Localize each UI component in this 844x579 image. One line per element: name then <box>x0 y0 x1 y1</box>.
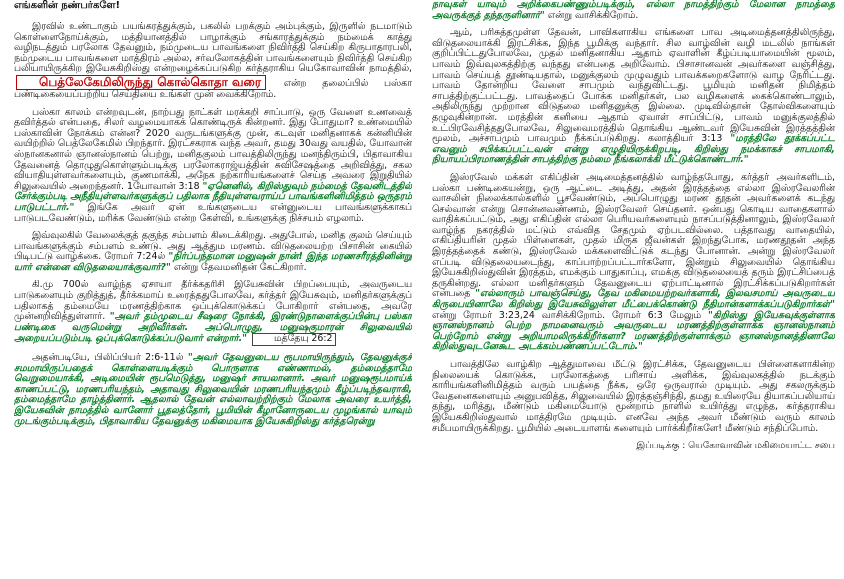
verse-peter: "ஏனெனில், கிறிஸ்துவும் நம்மைத் தேவனிடத்தில் சேர்க்கும்படி அநீதியுள்ளவர்களுக்குப் பதிலாக நீதியுள்ளவராய்ப் பாவங்களினிமித்தம் ஒருதரம் பாடுபட்டார்." <box>14 180 412 213</box>
verse-matthew: "அவர் தம்முடைய சீஷரை நோக்கி, இரண்டுநாளைக்குப்பின்பு பஸ்கா பண்டிகை வருமென்று அறிவீர்கள். அப்பொழுது, மனுஷகுமாரன் சிலுவையில் அறையப்படும்படி ஒப்புக்கொடுக்கப்படுவார் என்றார்." <box>14 311 412 345</box>
philippians-text: அதன்படியே, பிலிப்பியர் 2:6-11ல் <box>32 353 184 364</box>
verse-philippians-cont: நாவுகள் யாவும் அறிக்கைபண்ணும்படிக்கும், எல்லா நாமத்திற்கும் மேலான நாமத்தை அவருக்குத் தந்தருளினார்" <box>432 0 835 21</box>
verse-romans-7: "நிர்ப்பந்தமான மனுஷன் நான்! இந்த மரணசரீரத்தினின்று யார் என்னை விடுதலையாக்குவார்?" <box>14 251 412 273</box>
holy-god-text: ஆம், பரிசுத்தமுள்ள தேவன், பாவிகளாகிய எங்களை பாவ அடிமைத்தனத்திலிருந்து, விடுதலையாக்கி இரட்சிக்க, இந்த பூமிக்கு வந்தார். சில வாழ்வின் வழி மடலில் நாங்கள் குறிப்பிட்டதுபோலவே, முதல் மனிதனாகிய ஆதாம் ஏவாளின் கீழ்ப்படியாமையின் மூலம், பாவம் இவ்வுலகத்திற்கு வந்தது என்பதை அறிவோம். பிசாசானவன் அவர்களை வஞ்சித்து, பாவம் செய்யத் தூண்டியதால், மனுக்குலம் முழுவதும் பாவக்கறைகளோடு வாழ நேரிட்டது. பாவம் தோன்றிய வேளை சாபமும் வந்துவிட்டது. பூமியும் மனிதன் நிமித்தம் சாபத்திற்குட்பட்டது. பாவத்தைப் போக்க மனிதர்கள், பல வழிகளைக் கைக்கொண்டாலும், அதிலிருந்து முற்றான விடுதலை மனிதனுக்கு இல்லை. முடிவில்தான் தோல்விகளையும் தழுவுகின்றான். மரத்தின் கனியை ஆதாம் ஏவாள் சாப்பிட்டு, பாவம் மனுக்குலத்தில் உட்பிரவேசித்ததுபோலவே, சிலுவைமரத்தில் தொங்கிய ஆண்டவர் இயேசுவின் இரத்தத்தின் மூலம், அச்சாபமும் பாவமும் நீக்கப்படுகிறது. கலாத்தியர் 3:13 <box>432 28 835 145</box>
signature: இப்படிக்கு : யெகோவாவின் மகிமையாட்ட சபை <box>636 441 835 452</box>
paragraph-wages <box>14 231 412 273</box>
paragraph-holy-god <box>432 28 835 166</box>
closing-text: பாவத்திலே வாழ்கிற ஆத்துமாவை மீட்டு இரட்சிக்க, தேவனுடைய பிள்ளைகளாகின்ற நிலையைக் கொடுக்க, பரலோகத்தை பரிசாய் அளிக்க, இவ்வுலகத்தில் நடக்கும் காரியங்களினிமித்தம் வரும் பயத்தை நீக்க, ஒரே ஒருவரால் முடியும். அது சகலருக்கும் வேதனைகளையும் அனுபவித்த, சிலுவையில் இரத்தஞ்சிந்தி, தமது உயிரையே தியாகப்பலியாய் தந்து, மரித்து, மீண்டும் மகிமையோடு மூன்றாம் நாளில் உயிர்த்து எழுந்த, கர்த்தராகிய இயேசுகிறிஸ்துவால் மாத்திரமே முடியும். எனவே அந்த அவர் மீண்டும் வரும் காலம் சமீபமாயிருக்கிறது. பூமியில் அடையாளங் களையும் பார்க்கிறீர்களே! மீண்டும் சந்திப்போம். <box>432 360 835 434</box>
philippians-end: என்று வாசிக்கிறோம். <box>547 9 639 21</box>
paragraph-passover <box>14 108 412 225</box>
page-title: எங்களின் நண்பர்களே! <box>14 0 121 11</box>
paragraph-closing <box>432 360 835 434</box>
paragraph-philippians <box>14 353 412 427</box>
matthew-reference: மத்தேயு 26:2 <box>252 333 336 346</box>
left-column <box>14 0 412 434</box>
verse-romans-6: "கிறிஸ்து இயேசுவுக்குள்ளாக ஞானஸ்நானம் பெற்ற நாமனைவரும் அவருடைய மரணத்திற்குள்ளாக்க ஞானஸ்நானம் பெற்றோம் என்று அறியாமலிருக்கிறீர்களா? மரணத்திற்குள்ளாக்கும் ஞானஸ்நானத்தினாலே கிறிஸ்துவுடனேகூட அடக்கம்பண்ணப்பட்டோம்." <box>432 309 835 353</box>
passover-text: பஸ்கா காலம் என்றவுடன், நாற்பது நாட்கள் மரக்கறி சாப்பாடு, ஒரு வேளை உணவைத் தவிர்த்தல் என்பதை, சிலர் வழமையாகக் கொண்டிருக் கின்றனர். இது போதுமா? உண்மையில் பஸ்காவின் நோக்கம் என்ன? 2020 வருடங்களுக்கு முன், கடவுள் மனிதனாகக் கன்னியின் வயிற்றில் பெத்லேகேமில் பிறந்தார். இரட்சகராக வந்த அவர், தமது 30வது வயதில், யோவான் ஸ்நானகனால் ஞானஸ்நானம் பெற்று, மனிதகுலம் பாவத்திலிருந்து மனந்திரும்பி, பிதாவாகிய தேவனைத் தொழுதுகொள்ளும்படிக்கு பரலோகராஜ்யத்தின் சுவிசேஷத்தை அறிவித்து, சகல வியாதியுள்ளவர்களையும், குணமாக்கி, அநேக நற்காரியங்களைச் செய்த அவரை இறுதியில் சிலுவையில் அறைந்தனர். 1யோவான் 3:18 <box>14 107 412 192</box>
intro-text: இரவில் உண்டாகும் பயங்கரத்துக்கும், பகலில் பறக்கும் அம்புக்கும், இருளில் நடமாடும் கொள்ளைநோய்க்கும், மத்தியானத்தில் பாழாக்கும் சங்காரத்துக்கும் நம்மைக் காத்து வழிநடத்தும் பரலோக தேவனும், நம்முடைய பாவங்களை நிவிர்த்தி செய்கிற கிருபாதாரபலி, நம்முடைய பாவங்களை மாத்திரம் அல்ல, சர்வலோகத்தின் பாவங்களையும் நிவிர்த்தி செய்கிற பலியாயிருக்கிற இயேசுகிறிஸ்து என்றழைக்கப்படுகிற கர்த்தராகிய யெகோவாவின் நாமத்தில், <box>14 22 412 75</box>
paragraph-philippians-cont <box>432 0 835 21</box>
verse-romans-3: "எல்லாரும் பாவஞ்செய்து, தேவ மகிமையற்றவர்களாகி, இலவசமாய் அவருடைய கிருபையினாலே கிறிஸ்து இயேசுவிலுள்ள மீட்பைக்கொண்டு நீதிமான்களாக்கப்படுகிறார்கள்" <box>432 288 835 311</box>
wages-text: இவ்வுலகில் வேலைக்குத் தகுந்த சம்பளம் கிடைக்கிறது. அதுபோல், மனித குலம் செய்யும் பாவங்களுக்கும் சம்பளம் உண்டு. அது ஆத்தும மரணம். விடுதலையற்ற பிசாசின் கையில் பிடிபட்டு வாழ்க்கை. ரோமர் 7:24ல் <box>14 231 412 263</box>
israel-text: இஸ்ரவேல் மக்கள் எகிப்தின் அடிமைத்தனத்தில் வாழ்ந்தபோது, கர்த்தர் அவர்களிடம், பஸ்கா பண்டிகையன்று, ஒரு ஆட்டை அடித்து, அதன் இரத்தத்தை எல்லா இஸ்ரவேலரின் வாசலின் நிலைக்கால்களில் பூசவேண்டும், அப்பொழுது மரண தூதன் அவர்களைக் கடந்து செல்வான் என்று சொன்னவண்ணம், இஸ்ரவேலர் செய்தனர். ஒன்பது கொடிய வாதைகளால் வாதிக்கப்பட்டும், அது எகிப்தின் எல்லா பெரியவர்களையும் நாசப்படுத்தினாலும், இஸ்ரவேலர் வாழ்ந்த நகரத்தில் மட்டும் எவ்வித சேதமும் ஏற்படவில்லை. பத்தாவது வாதையில், எகிப்தியரின் முதல் பிள்ளைகள், முதல் மிருக ஜீவன்கள் இறந்துபோக, மரணதூதன் அந்த இரத்தத்தைக் கண்டு, இஸ்ரவேல் மக்களைவிட்டுக் கடந்து போனான். அன்று இஸ்ரவேலர் எப்படி விடுதலையடைந்து, காப்பாற்றப்பட்டார்களோ, இன்றும் சிலுவையில் தொங்கிய இயேசுகிறிஸ்துவின் இரத்தம், எமக்கும் பாதுகாப்பு, எமக்கு விடுதலையைத் தரும் இரட்சிப்பைத் தருகின்றது. எல்லா மனிதர்களும் தேவனுடைய ஏற்பாட்டினால் இரட்சிக்கப்படுகிறார்கள் என்பதை <box>432 172 835 300</box>
passover-question: இங்கே அவர் ஏன் உங்களுடைய என்னுடைய பாவங்களுக்காகப் பாடுபடவேண்டும், மரிக்க வேண்டும் என்ற கேள்வி, உங்களுக்கு நிச்சயம் எழலாம். <box>14 201 412 224</box>
intro-text-end: என்ற தலைப்பில் பஸ்கா பண்டிகையைப்பற்றிய செய்தியை உங்கள் முன் வைக்கிறோம். <box>14 77 412 100</box>
headline-box: பெத்லேகேமிலிருந்து கொல்கொதா வரை <box>16 75 266 90</box>
paragraph-isaiah <box>14 280 412 346</box>
wages-text-end: என்று தேவமனிதன் கேட்கிறார். <box>173 261 307 273</box>
verse-galatians: "மரத்திலே தூக்கப்பட்ட எவனும் சபிக்கப்பட்டவன் என்று எழுதியிருக்கிறபடி, கிறிஸ்து நமக்காகச் சாபமாகி, நியாயப்பிரமாணத்தின் சாபத்திற்கு நம்மை நீங்கலாக்கி மீட்டுக்கொண்டார்." <box>432 133 835 166</box>
right-column <box>432 0 835 452</box>
verse-philippians: "அவர் தேவனுடைய ரூபமாயிருந்தும், தேவனுக்குச் சமமாயிருப்பதைக் கொள்ளையடிக்கும் பொருளாக எண்ணாமல், தம்மைத்தாமே வெறுமையாக்கி, அடிமையின் ரூபமெடுத்து, மனுஷர் சாயலானார். அவர் மனுஷரூபமாய்க் காணப்பட்டு, மரணபரியந்தம், அதாவது சிலுவையின் மரணபரியந்தமும் கீழ்ப்படிந்தவராகி, தம்மைத்தாமே தாழ்த்தினார். ஆதலால் தேவன் எல்லாவற்றிற்கும் மேலாக அவரை உயர்த்தி, இயேசுவின் நாமத்தில் வானோர் பூதலத்தோர், பூமியின் கீழானோருடைய முழங்கால் யாவும் முடங்கும்படிக்கும், பிதாவாகிய தேவனுக்கு மகிமையாக இயேசுகிறிஸ்து கர்த்தரென்று <box>14 353 412 427</box>
romans-reference: என்று ரோமர் 3:23,24 வாசிக்கிறோம். ரோமர் 6:3 மேலும் <box>432 309 702 321</box>
intro-paragraph <box>14 22 412 101</box>
isaiah-text: கி.மு 700ல் வாழ்ந்த ஏசாயா தீர்க்கதரிசி இயேசுவின் பிறப்பையும், அவருடைய பாடுகளையும் குறித்துத், தீர்க்கமாய் உரைத்ததுபோலவே, கர்த்தர் இயேசுவும், மனிதர்களுக்குப் பதிலாகத் தம்மையே மரணத்திற்காக ஒப்புக்கொடுக்கப் போகிறார் என்பதை, அவரே முன்னறிவித்துள்ளார். <box>14 280 412 323</box>
paragraph-israel <box>432 173 835 353</box>
